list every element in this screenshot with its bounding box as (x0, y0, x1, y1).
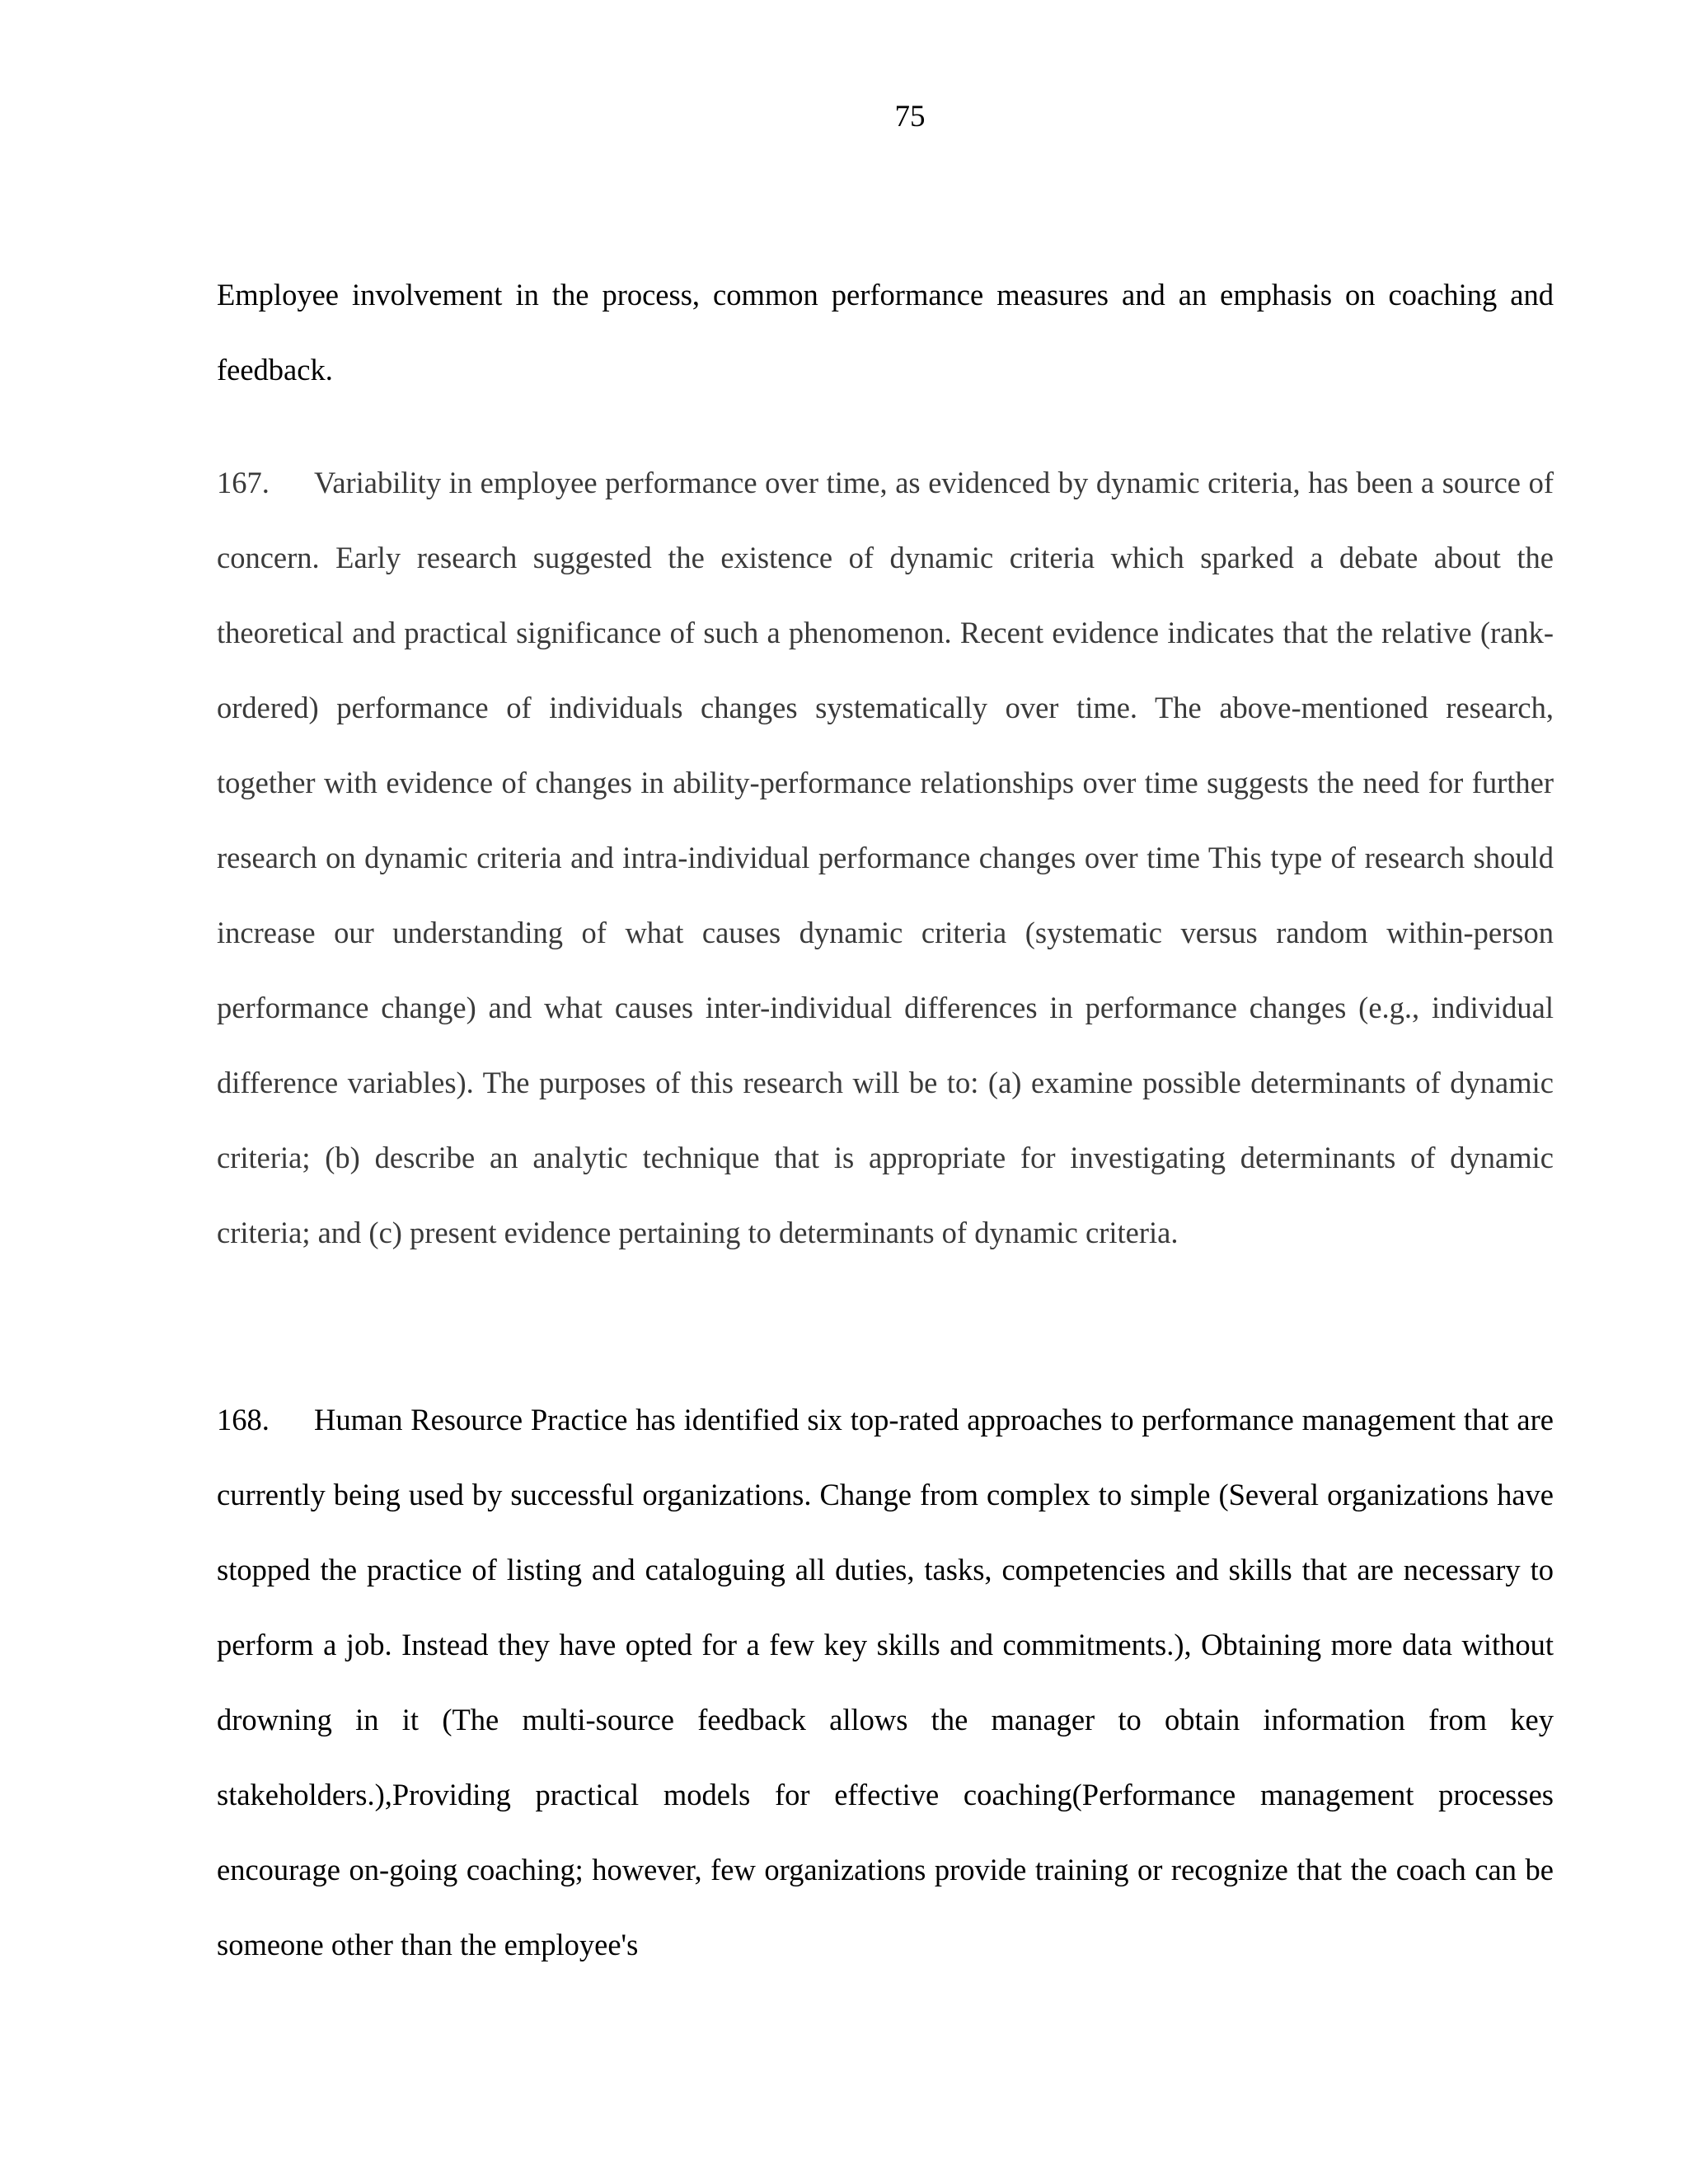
paragraph-number: 167. (217, 466, 270, 499)
paragraph-168 (217, 1382, 1554, 1982)
paragraph-text: Variability in employee performance over time, as evidenced by dynamic criteria, has been a source of concern. Early research suggested the existence of dynamic criteria which sparked a debate about the theoretical and practical significance of such a phenomenon. Recent evidence indicates that the relative (rank-ordered) performance of individuals changes systematically over time. The above-mentioned research, together with evidence of changes in ability-performance relationships over time suggests the need for further research on dynamic criteria and intra-individual performance changes over time This type of research should increase our understanding of what causes dynamic criteria (systematic versus random within-person performance change) and what causes inter-individual differences in performance changes (e.g., individual difference variables). The purposes of this research will be to: (a) examine possible determinants of dynamic criteria; (b) describe an analytic technique that is appropriate for investigating determinants of dynamic criteria; and (c) present evidence pertaining to determinants of dynamic criteria. (217, 466, 1554, 1249)
paragraph-167 (217, 445, 1554, 1270)
paragraph-text: Human Resource Practice has identified six top-rated approaches to performance management that are currently being used by successful organizations. Change from complex to simple (Several organizations have stopped the practice of listing and cataloguing all duties, tasks, competencies and skills that are necessary to perform a job. Instead they have opted for a few key skills and commitments.), Obtaining more data without drowning in it (The multi-source feedback allows the manager to obtain information from key stakeholders.),Providing practical models for effective coaching(Performance management processes encourage on-going coaching; however, few organizations provide training or recognize that the coach can be someone other than the employee's (217, 1403, 1554, 1961)
paragraph-number: 168. (217, 1403, 270, 1436)
paragraph-continuation (217, 257, 1554, 407)
paragraph-text: Employee involvement in the process, common performance measures and an emphasis on coaching and feedback. (217, 278, 1554, 387)
page-number: 75 (894, 100, 926, 134)
